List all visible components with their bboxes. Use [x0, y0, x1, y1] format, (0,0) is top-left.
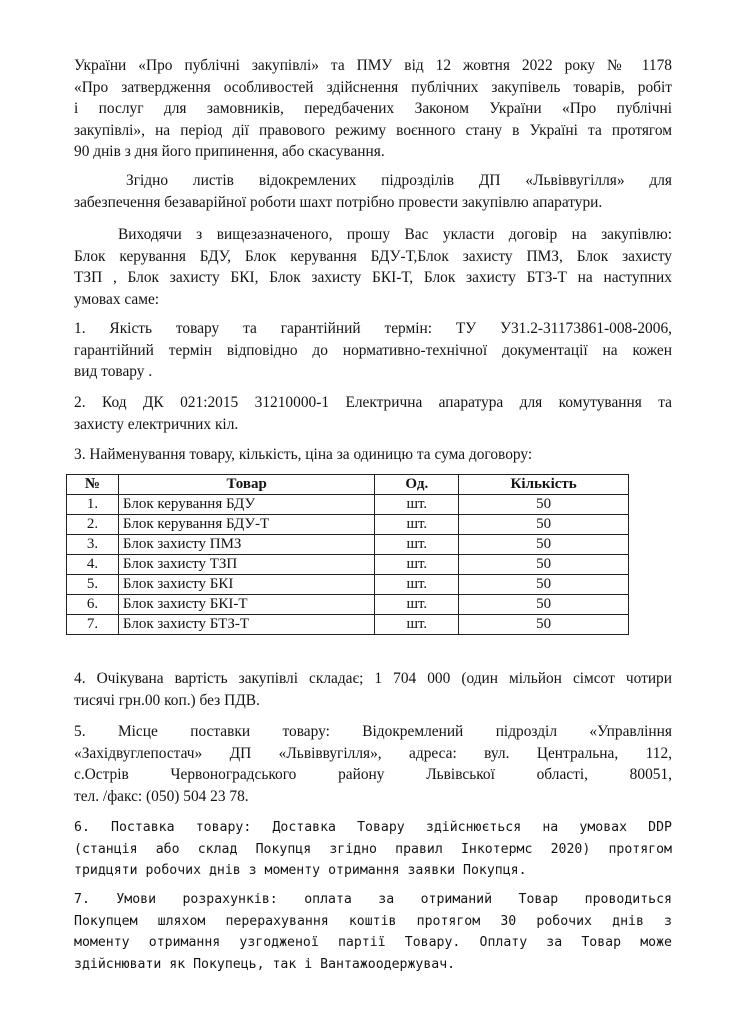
item-2-code [74, 392, 672, 435]
row-unit: шт. [375, 555, 459, 575]
row-product: Блок захисту БКІ [118, 575, 374, 595]
intro-paragraph [74, 55, 672, 163]
table-header-row [67, 475, 629, 495]
row-unit: шт. [375, 535, 459, 555]
item-6-line: 6. Поставка товару: Доставка Товару здійснюється на умовах DDP [74, 820, 672, 835]
table-row [67, 515, 629, 535]
row-product: Блок захисту ТЗП [118, 555, 374, 575]
row-number: 4. [67, 555, 119, 575]
request-line: ТЗП , Блок захисту БКІ, Блок захисту БКІ-Т, Блок захисту БТЗ-Т на наступних [74, 269, 672, 286]
row-unit: шт. [375, 615, 459, 635]
row-unit: шт. [375, 575, 459, 595]
row-unit: шт. [375, 515, 459, 535]
item-6-line: (станція або склад Покупця згідно правил Інкотермс 2020) протягом [74, 841, 672, 857]
letters-line: забезпечення безаварійної роботи шахт потрібно провести закупівлю апаратури. [74, 193, 603, 211]
request-line: Виходячи з вищезазначеного, прошу Вас укласти договір на закупівлю: [118, 226, 672, 243]
table-row [67, 595, 629, 615]
intro-line: України «Про публічні закупівлі» та ПМУ від 12 жовтня 2022 року № 1178 [74, 57, 672, 74]
header-product: Товар [118, 475, 374, 495]
row-number: 3. [67, 535, 119, 555]
row-quantity: 50 [459, 595, 629, 615]
row-quantity: 50 [459, 615, 629, 635]
item-3-line: 3. Найменування товару, кількість, ціна за одиницю та сума договору: [74, 446, 533, 463]
row-unit: шт. [375, 495, 459, 515]
item-7-line: Покупцем шляхом перерахування коштів протягом 30 робочих днів з [74, 913, 672, 929]
item-7-line: 7. Умови розрахунків: оплата за отриманий Товар проводиться [74, 892, 672, 907]
row-quantity: 50 [459, 575, 629, 595]
row-product: Блок керування БДУ-Т [118, 515, 374, 535]
intro-line: «Про затвердження особливостей здійснення публічних закупівель товарів, робіт [74, 78, 672, 96]
item-4-line: 4. Очікувана вартість закупівлі складає; 1 704 000 (один мільйон сімсот чотири [74, 670, 672, 687]
item-5-line: тел. /факс: (050) 504 23 78. [74, 787, 249, 805]
table-row [67, 555, 629, 575]
request-paragraph [74, 224, 672, 310]
request-line: Блок керування БДУ, Блок керування БДУ-Т,Блок захисту ПМЗ, Блок захисту [74, 247, 672, 265]
header-unit: Од. [375, 475, 459, 495]
item-1-line: 1. Якість товару та гарантійний термін: ТУ У31.2-31173861-008-2006, [74, 320, 672, 337]
item-4-expected-cost [74, 668, 672, 711]
item-5-line: 5. Місце поставки товару: Відокремлений підрозділ «Управління [74, 723, 672, 740]
item-1-line: гарантійний термін відповідно до нормативно-технічної документації на кожен [74, 341, 672, 359]
row-product: Блок керування БДУ [118, 495, 374, 515]
row-product: Блок захисту БТЗ-Т [118, 615, 374, 635]
item-2-line: захисту електричних кіл. [74, 415, 239, 433]
item-7-payment-terms [74, 889, 672, 975]
header-quantity: Кількість [459, 475, 629, 495]
item-4-line: тисячі грн.00 коп.) без ПДВ. [74, 691, 260, 709]
row-quantity: 50 [459, 555, 629, 575]
intro-line: 90 днів з дня його припинення, або скасування. [74, 143, 385, 160]
row-number: 6. [67, 595, 119, 615]
table-row [67, 615, 629, 635]
item-1-line: вид товару . [74, 363, 153, 380]
item-1-quality [74, 318, 672, 383]
row-number: 1. [67, 495, 119, 515]
request-line: умовах саме: [74, 290, 160, 308]
item-5-line: с.Острів Червоноградського району Львівської області, 80051, [74, 766, 672, 783]
header-number: № [67, 475, 119, 495]
goods-table [66, 474, 629, 635]
row-number: 5. [67, 575, 119, 595]
item-6-delivery-terms [74, 817, 672, 882]
row-number: 2. [67, 515, 119, 535]
item-5-delivery-place [74, 721, 672, 807]
table-row [67, 495, 629, 515]
item-5-line: «Західвуглепостач» ДП «Львіввугілля», адреса: вул. Центральна, 112, [74, 744, 672, 762]
letters-line: Згідно листів відокремлених підрозділів ДП «Львіввугілля» для [126, 172, 672, 189]
letters-paragraph [74, 170, 672, 213]
row-number: 7. [67, 615, 119, 635]
item-2-line: 2. Код ДК 021:2015 31210000-1 Електрична апаратура для комутування та [74, 394, 672, 411]
row-product: Блок захисту БКІ-Т [118, 595, 374, 615]
row-unit: шт. [375, 595, 459, 615]
item-7-line: здійснювати як Покупець, так і Вантажоодержувач. [74, 956, 456, 972]
item-3-goods-heading [74, 444, 672, 466]
row-quantity: 50 [459, 495, 629, 515]
table-row [67, 535, 629, 555]
row-quantity: 50 [459, 535, 629, 555]
row-product: Блок захисту ПМЗ [118, 535, 374, 555]
item-7-line: моменту отримання узгодженої партії Товару. Оплату за Товар може [74, 935, 672, 950]
item-6-line: тридцяти робочих днів з моменту отримання заявки Покупця. [74, 863, 527, 878]
intro-line: і послуг для замовників, передбачених Законом України «Про публічні [74, 100, 672, 117]
table-row [67, 575, 629, 595]
row-quantity: 50 [459, 515, 629, 535]
intro-line: закупівлі», на період дії правового режиму воєнного стану в Україні та протягом [74, 121, 672, 139]
